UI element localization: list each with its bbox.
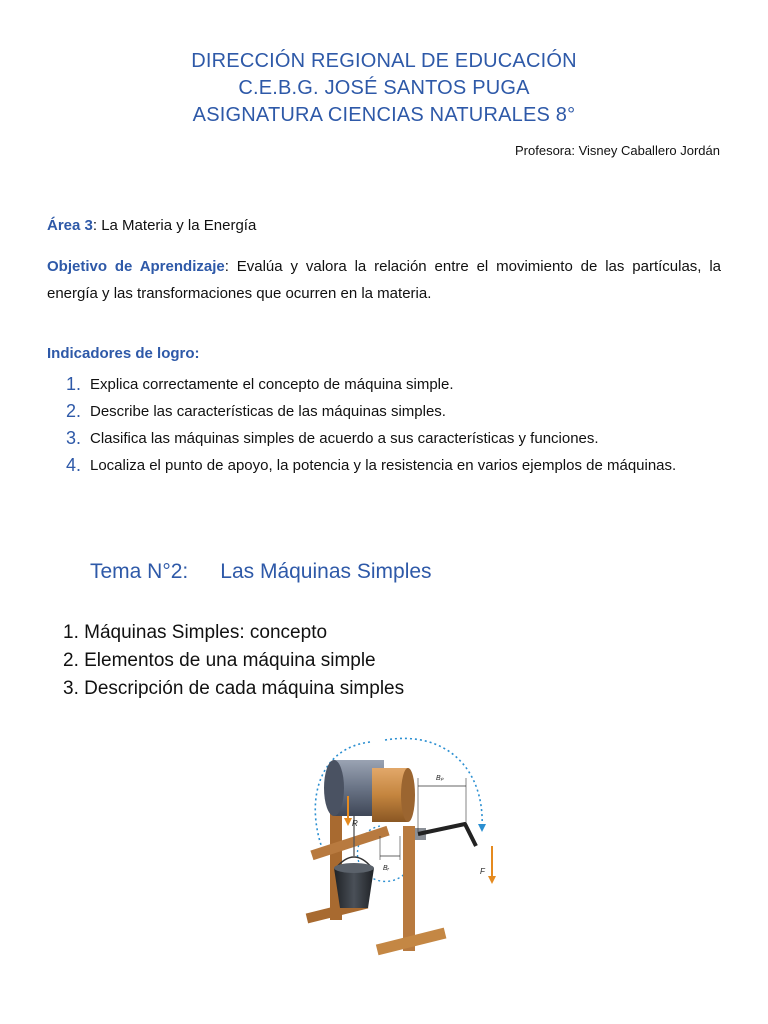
bucket-rim <box>334 863 374 873</box>
list-text: Localiza el punto de apoyo, la potencia y la resistencia en varios ejemplos de máquinas. <box>90 457 677 474</box>
list-text: Clasifica las máquinas simples de acuerdo a sus características y funciones. <box>90 430 599 447</box>
list-text: Explica correctamente el concepto de máquina simple. <box>90 376 454 393</box>
winch-illustration <box>300 728 505 958</box>
objective-text: : Evalúa y valora la relación entre el movimiento de las partículas, la energía y las transformaciones que ocurren en la materia. <box>47 258 722 302</box>
list-number: 1. <box>66 374 82 394</box>
document-header <box>0 48 768 129</box>
list-number: 4. <box>66 455 82 475</box>
list-item: 3. Descripción de cada máquina simples <box>63 678 405 699</box>
force-label: F <box>480 867 485 876</box>
force-arrowhead <box>488 876 496 884</box>
resistance-arm-label: Bᵣ <box>383 865 390 872</box>
topic-heading <box>90 560 432 584</box>
list-item <box>66 371 726 398</box>
area-text: : La Materia y la Energía <box>92 217 257 234</box>
drum-right-end <box>401 768 415 822</box>
header-subject: ASIGNATURA CIENCIAS NATURALES 8° <box>192 104 576 126</box>
power-arm-label: Bₚ <box>436 775 444 782</box>
list-item: 2. Elementos de una máquina simple <box>63 650 376 671</box>
indicators-list <box>66 371 726 479</box>
list-number: 3. <box>66 428 82 448</box>
drum-left-end <box>324 760 344 816</box>
winch-svg <box>300 728 505 958</box>
resistance-arrowhead <box>344 818 352 826</box>
list-number: 2. <box>66 401 82 421</box>
list-item <box>66 452 726 479</box>
topic-label: Tema N°2: <box>90 560 189 583</box>
bucket <box>334 868 374 908</box>
teacher-name: Profesora: Visney Caballero Jordán <box>515 143 720 158</box>
list-text: Describe las características de las máquinas simples. <box>90 403 446 420</box>
resistance-label: R <box>352 819 358 828</box>
topic-title: Las Máquinas Simples <box>220 560 432 583</box>
rotation-arrowhead <box>478 824 486 832</box>
list-item <box>66 425 726 452</box>
objective-paragraph <box>47 253 721 307</box>
indicators-title: Indicadores de logro: <box>47 345 200 362</box>
area-label: Área 3 <box>47 217 93 234</box>
crank-handle <box>418 824 476 846</box>
list-item <box>66 398 726 425</box>
front-post <box>403 826 415 951</box>
area-line <box>47 217 256 234</box>
list-item: 1. Máquinas Simples: concepto <box>63 622 328 643</box>
topics-list <box>63 619 404 703</box>
objective-label: Objetivo de Aprendizaje <box>47 258 225 275</box>
header-institution: DIRECCIÓN REGIONAL DE EDUCACIÓN <box>191 50 577 72</box>
rear-crossbar <box>310 826 389 860</box>
header-school: C.E.B.G. JOSÉ SANTOS PUGA <box>238 77 530 99</box>
